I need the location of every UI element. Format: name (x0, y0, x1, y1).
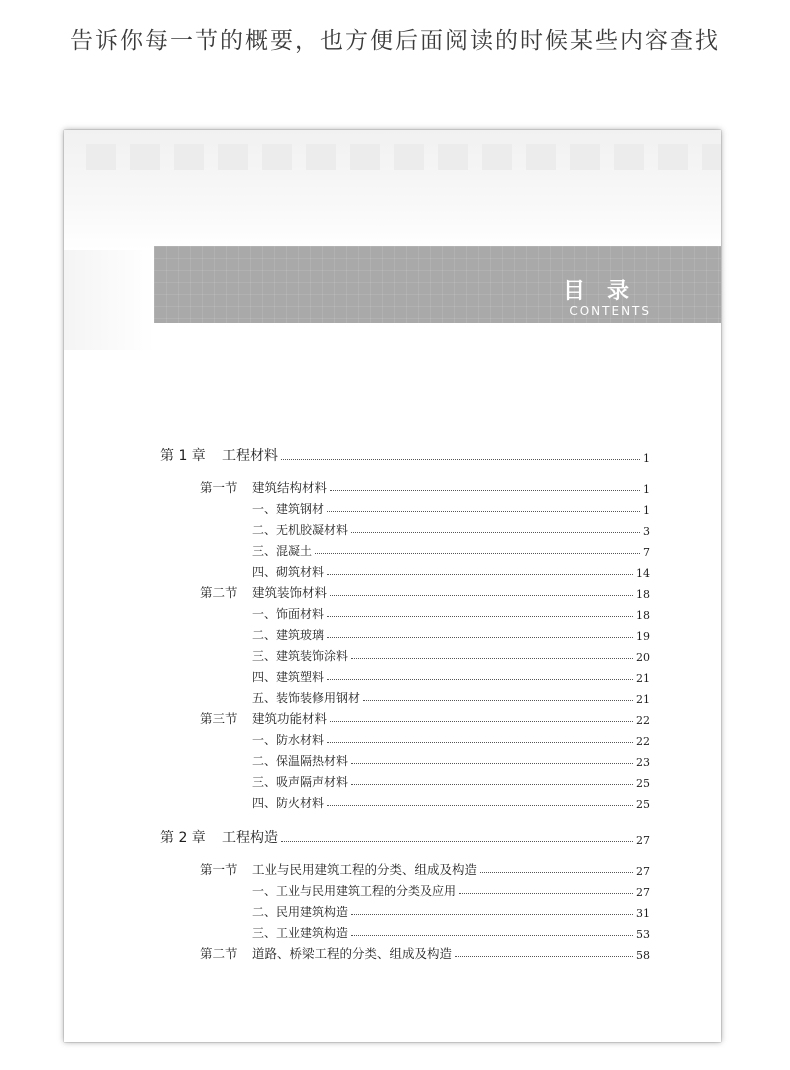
toc-page-number: 18 (636, 609, 650, 622)
bleed-through-left (64, 250, 154, 350)
toc-item-title: 一、建筑钢材 (252, 502, 325, 516)
toc-page-number: 22 (636, 735, 650, 748)
toc-page-number: 25 (636, 777, 650, 790)
toc-item-title: 四、砌筑材料 (252, 565, 325, 579)
dot-leader (327, 511, 640, 512)
toc-page-number: 1 (643, 483, 650, 496)
dot-leader (351, 763, 633, 764)
toc-page-number: 53 (636, 928, 650, 941)
dot-leader (327, 742, 633, 743)
toc-item-row (160, 748, 650, 769)
toc-page-number: 27 (636, 886, 650, 899)
toc-page-number: 3 (643, 525, 650, 538)
toc-page-number: 58 (636, 949, 650, 962)
toc-item-row (160, 622, 650, 643)
toc-section-number: 第二节 (200, 585, 238, 600)
toc-section-number: 第三节 (200, 711, 238, 726)
contents-subtitle: CONTENTS (569, 304, 651, 318)
toc-item-row (160, 685, 650, 706)
dot-leader (459, 893, 633, 894)
toc-chapter-row (160, 443, 650, 465)
toc-section-row (160, 580, 650, 601)
toc-page-number: 27 (636, 865, 650, 878)
toc-item-row (160, 601, 650, 622)
toc-item-row (160, 790, 650, 811)
toc-page-number: 27 (636, 834, 650, 847)
toc-page-number: 1 (643, 504, 650, 517)
toc-item-title: 二、民用建筑构造 (252, 905, 349, 919)
contents-banner (154, 246, 721, 323)
toc-item-title: 二、保温隔热材料 (252, 754, 349, 768)
toc-page-number: 7 (643, 546, 650, 559)
toc-page-number: 21 (636, 693, 650, 706)
dot-leader (327, 574, 633, 575)
toc-item-row (160, 920, 650, 941)
toc-item-title: 二、建筑玻璃 (252, 628, 325, 642)
dot-leader (327, 679, 633, 680)
book-page (64, 130, 721, 1042)
bleed-through-band (64, 130, 721, 250)
dot-leader (351, 532, 640, 533)
toc-item-title: 一、工业与民用建筑工程的分类及应用 (252, 884, 457, 898)
toc-item-title: 三、工业建筑构造 (252, 926, 349, 940)
toc-item-row (160, 496, 650, 517)
toc-section-number: 第一节 (200, 480, 238, 495)
toc-item-row (160, 878, 650, 899)
dot-leader (281, 841, 633, 842)
dot-leader (327, 805, 633, 806)
toc-item-title: 一、饰面材料 (252, 607, 325, 621)
dot-leader (351, 914, 633, 915)
toc-page-number: 20 (636, 651, 650, 664)
toc-section-row (160, 857, 650, 878)
dot-leader (351, 784, 633, 785)
dot-leader (330, 595, 633, 596)
toc-section-row (160, 475, 650, 496)
contents-title: 目录 (562, 279, 651, 304)
toc-item-row (160, 517, 650, 538)
toc-chapter-title: 工程构造 (222, 830, 278, 846)
toc-section-title: 建筑功能材料 (252, 711, 328, 726)
toc-section-title: 道路、桥梁工程的分类、组成及构造 (252, 946, 453, 961)
toc-page-number: 23 (636, 756, 650, 769)
toc-section-title: 建筑装饰材料 (252, 585, 328, 600)
toc-chapter-title: 工程材料 (222, 448, 278, 464)
toc-item-row (160, 727, 650, 748)
toc-section-number: 第一节 (200, 862, 238, 877)
toc-item-row (160, 538, 650, 559)
toc-item-title: 四、防火材料 (252, 796, 325, 810)
dot-leader (327, 637, 633, 638)
toc-chapter-number: 第 2 章 (160, 830, 206, 846)
toc-page-number: 31 (636, 907, 650, 920)
toc-page-number: 14 (636, 567, 650, 580)
dot-leader (330, 721, 633, 722)
toc-item-row (160, 769, 650, 790)
toc-page-number: 1 (643, 452, 650, 465)
toc-item-title: 三、吸声隔声材料 (252, 775, 349, 789)
toc-item-row (160, 664, 650, 685)
page-caption: 告诉你每一节的概要，也方便后面阅读的时候某些内容查找 (70, 28, 720, 54)
dot-leader (351, 658, 633, 659)
dot-leader (455, 956, 633, 957)
toc-section-title: 工业与民用建筑工程的分类、组成及构造 (252, 862, 478, 877)
dot-leader (351, 935, 633, 936)
toc-page-number: 22 (636, 714, 650, 727)
toc-item-title: 一、防水材料 (252, 733, 325, 747)
toc-item-title: 五、装饰装修用钢材 (252, 691, 361, 705)
toc-item-row (160, 899, 650, 920)
toc-section-row (160, 706, 650, 727)
toc-section-row (160, 941, 650, 962)
toc-item-title: 三、混凝土 (252, 544, 313, 558)
toc-section-title: 建筑结构材料 (252, 480, 328, 495)
dot-leader (363, 700, 633, 701)
dot-leader (330, 490, 640, 491)
toc-page-number: 21 (636, 672, 650, 685)
toc-page-number: 19 (636, 630, 650, 643)
dot-leader (327, 616, 633, 617)
dot-leader (480, 872, 633, 873)
dot-leader (281, 459, 640, 460)
toc-page-number: 18 (636, 588, 650, 601)
toc-item-row (160, 643, 650, 664)
toc-section-number: 第二节 (200, 946, 238, 961)
table-of-contents (160, 439, 650, 962)
toc-chapter-number: 第 1 章 (160, 448, 206, 464)
toc-item-title: 二、无机胶凝材料 (252, 523, 349, 537)
dot-leader (315, 553, 640, 554)
toc-page-number: 25 (636, 798, 650, 811)
toc-item-row (160, 559, 650, 580)
toc-chapter-row (160, 825, 650, 847)
toc-item-title: 四、建筑塑料 (252, 670, 325, 684)
toc-item-title: 三、建筑装饰涂料 (252, 649, 349, 663)
